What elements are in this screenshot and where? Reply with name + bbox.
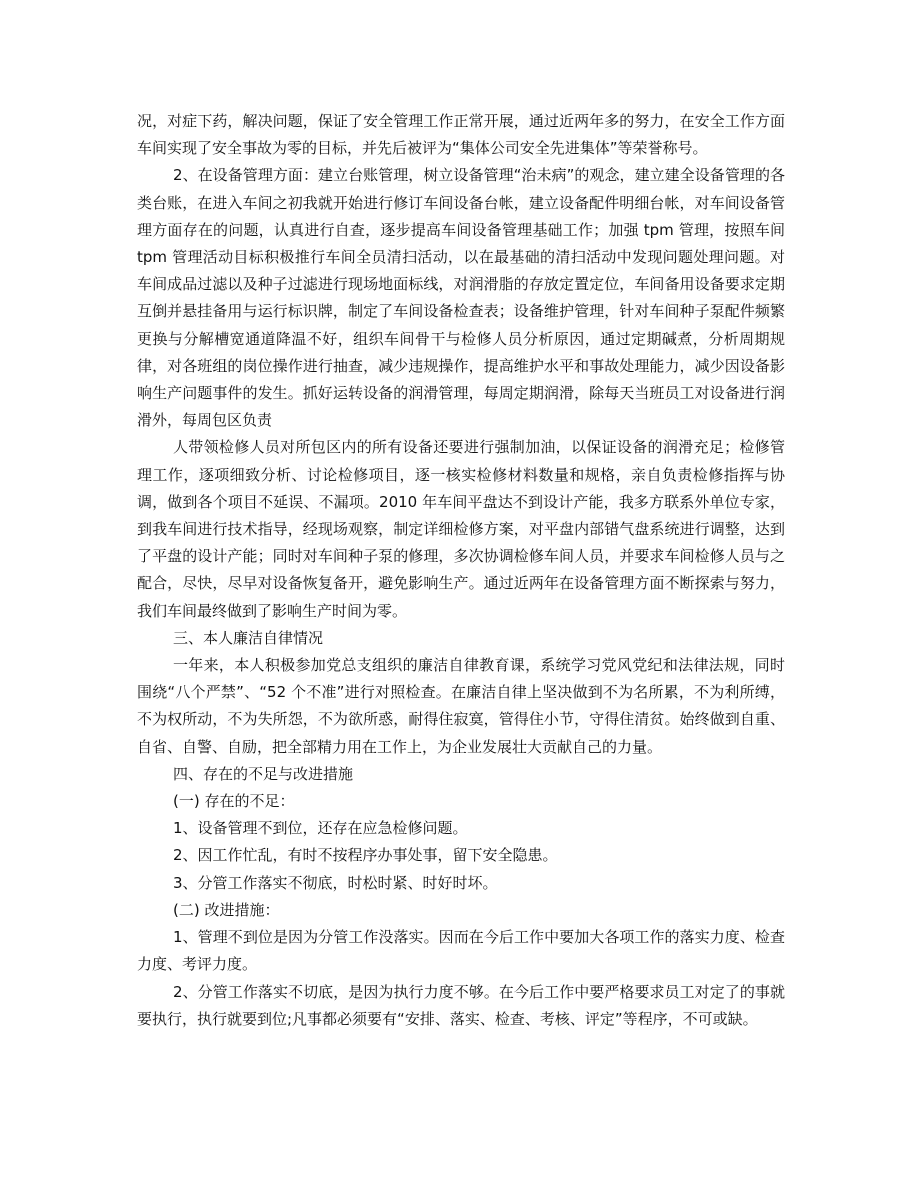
paragraph-integrity: 一年来，本人积极参加党总支组织的廉洁自律教育课，系统学习党风党纪和法律法规，同时围绕“八个严禁”、“52 个不准”进行对照检查。在廉洁自律上坚决做到不为名所累，不为利所缚，不为权所动，不为失所怨，不为欲所惑，耐得住寂寞，管得住小节，守得住清贫。始终做到自重、自省、自警、自励，把全部精力用在工作上，为企业发展壮大贡献自己的力量。 (137, 656, 785, 756)
section-heading-shortcomings: 四、存在的不足与改进措施 (173, 764, 354, 783)
list-item-improvement-1: 1、管理不到位是因为分管工作没落实。因而在今后工作中要加大各项工作的落实力度、检查力度、考评力度。 (137, 928, 785, 974)
list-item-shortcoming-1: 1、设备管理不到位，还存在应急检修问题。 (173, 819, 468, 838)
paragraph-maintenance-management: 人带领检修人员对所包区内的所有设备还要进行强制加油，以保证设备的润滑充足；检修管理工作，逐项细致分析、讨论检修项目，逐一核实检修材料数量和规格，亲自负责检修指挥与协调，做到各个项目不延误、不漏项。2010 年车间平盘达不到设计产能，我多方联系外单位专家，到我车间进行技术指导，经现场观察，制定详细检修方案，对平盘内部错气盘系统进行调整，达到了平盘的设计产能；同时对车间种子泵的修理，多次协调检修车间人员，并要求车间检修人员与之配合，尽快，尽早对设备恢复备开，避免影响生产。通过近两年在设备管理方面不断探索与努力，我们车间最终做到了影响生产时间为零。 (137, 438, 785, 620)
section-heading-integrity: 三、本人廉洁自律情况 (173, 628, 324, 647)
document-body (137, 108, 785, 1033)
paragraph-safety-conclusion: 况，对症下药，解决问题，保证了安全管理工作正常开展，通过近两年多的努力，在安全工作方面车间实现了安全事故为零的目标，并先后被评为“集体公司安全先进集体”等荣誉称号。 (137, 112, 785, 158)
paragraph-equipment-management: 2、在设备管理方面：建立台账管理，树立设备管理“治未病”的观念，建立建全设备管理的各类台账，在进入车间之初我就开始进行修订车间设备台帐，建立设备配件明细台帐，对车间设备管理方面存在的问题，认真进行自查，逐步提高车间设备管理基础工作；加强 tpm 管理，按照车间 tpm 管理活动目标积极推行车间全员清扫活动，以在最基础的清扫活动中发现问题处理问题。对车间成品过滤以及种子过滤进行现场地面标线，对润滑脂的存放定置定位，车间备用设备要求定期互倒并悬挂备用与运行标识牌，制定了车间设备检查表；设备维护管理，针对车间种子泵配件频繁更换与分解槽宽通道降温不好，组织车间骨干与检修人员分析原因，通过定期碱煮，分析周期规律，对各班组的岗位操作进行抽查，减少违规操作，提高维护水平和事故处理能力，减少因设备影响生产问题事件的发生。抓好运转设备的润滑管理，每周定期润滑，除每天当班员工对设备进行润滑外，每周包区负责 (137, 166, 785, 430)
subheading-shortcomings: (一) 存在的不足： (173, 792, 295, 811)
list-item-shortcoming-3: 3、分管工作落实不彻底，时松时紧、时好时坏。 (173, 873, 498, 892)
list-item-shortcoming-2: 2、因工作忙乱，有时不按程序办事处事，留下安全隐患。 (173, 846, 558, 865)
list-item-improvement-2: 2、分管工作落实不切底，是因为执行力度不够。在今后工作中要严格要求员工对定了的事就要执行，执行就要到位;凡事都必须要有“安排、落实、检查、考核、评定”等程序，不可或缺。 (137, 982, 785, 1028)
subheading-improvements: (二) 改进措施： (173, 900, 280, 919)
